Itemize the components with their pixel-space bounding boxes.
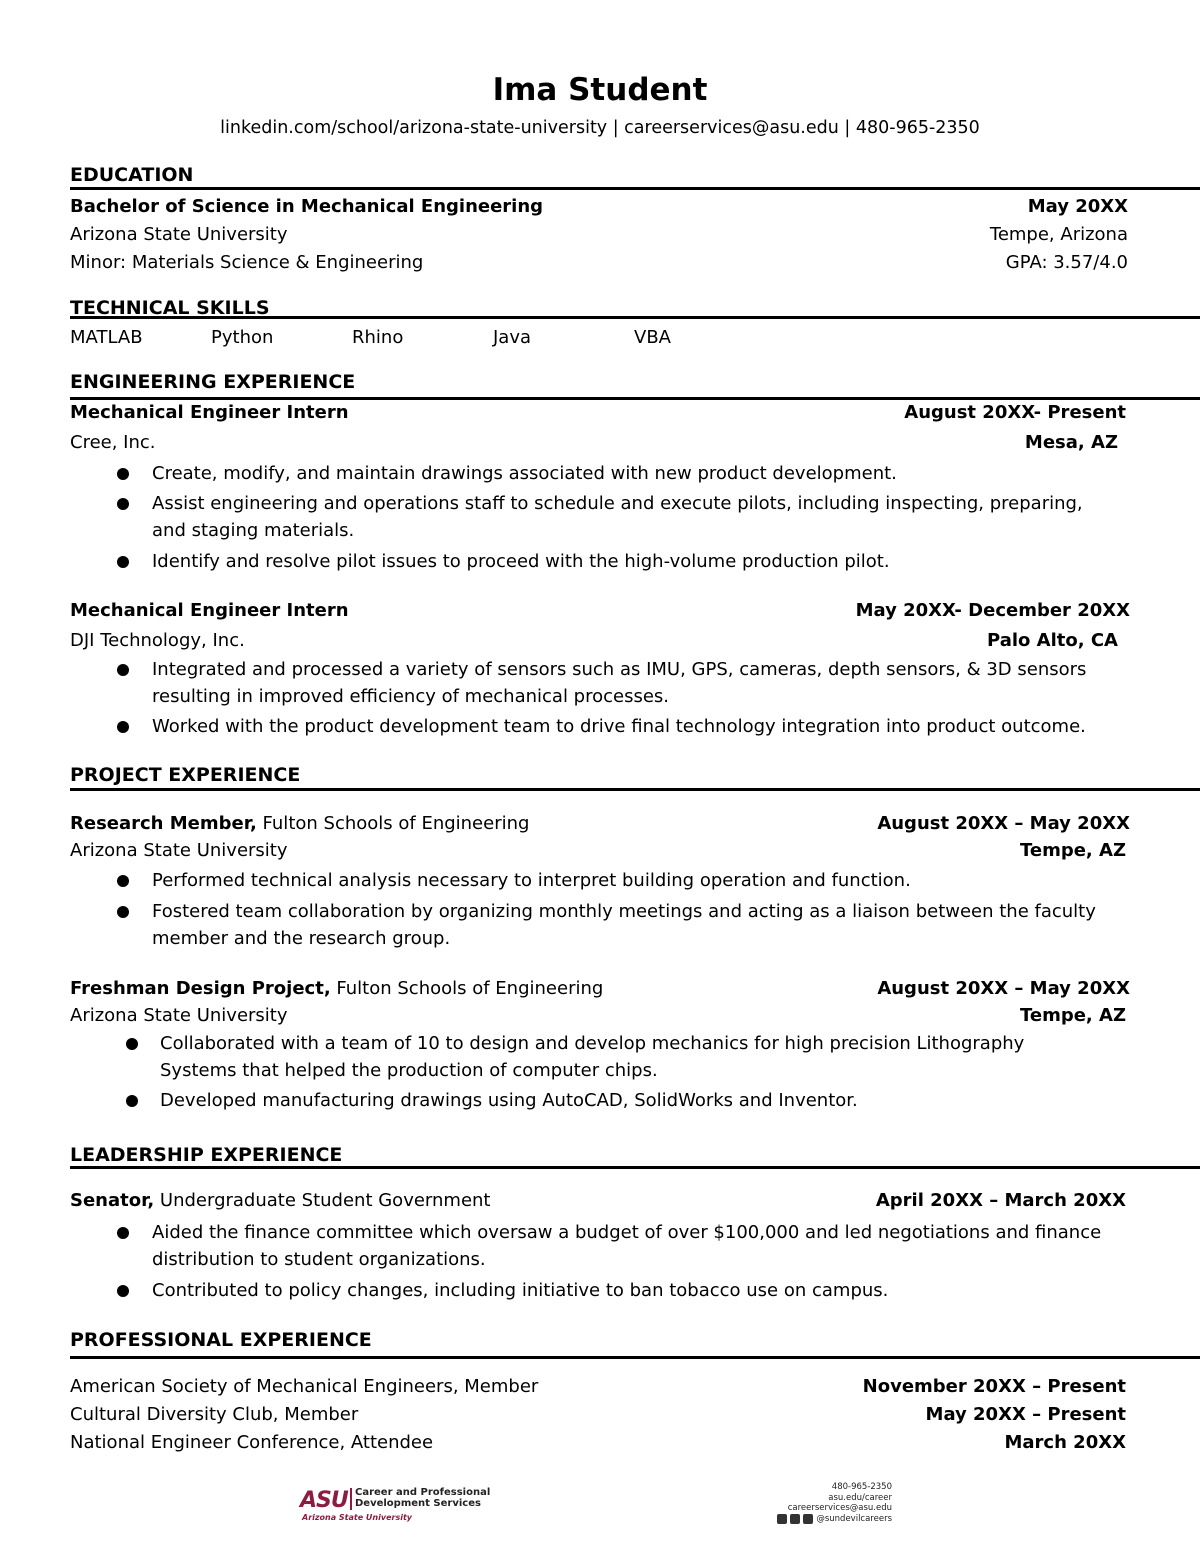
job-role: Mechanical Engineer Intern — [70, 402, 349, 423]
skills-divider — [70, 316, 1200, 319]
project-role: Freshman Design Project, — [70, 978, 331, 999]
skill-item: MATLAB — [70, 327, 143, 348]
project-school: Arizona State University — [70, 1005, 288, 1026]
asu-logo-mark: ASU — [300, 1488, 348, 1513]
logo-line-1: Career and Professional — [355, 1487, 491, 1498]
footer-contact — [777, 1482, 892, 1527]
bullet-icon — [126, 1038, 138, 1050]
bullet-icon — [126, 1095, 138, 1107]
project-title — [70, 813, 529, 834]
skill-item: VBA — [634, 327, 671, 348]
job-bullet: Integrated and processed a variety of sensors such as IMU, GPS, cameras, depth sensors, & 3D sensors resulting in improved efficiency of mechanical processes. — [152, 659, 1087, 707]
engineering-heading: ENGINEERING EXPERIENCE — [70, 371, 356, 393]
school-location: Tempe, Arizona — [989, 224, 1128, 245]
job-bullet: Assist engineering and operations staff to schedule and execute pilots, including inspecting, preparing, and staging materials. — [152, 493, 1083, 541]
bullet-icon — [117, 721, 129, 733]
contact-line: linkedin.com/school/arizona-state-university | careerservices@asu.edu | 480-965-2350 — [220, 118, 980, 138]
footer-phone: 480-965-2350 — [831, 1482, 892, 1492]
linkedin-icon — [777, 1514, 787, 1524]
project-school: Arizona State University — [70, 840, 288, 861]
membership-item: American Society of Mechanical Engineers, Member — [70, 1376, 539, 1397]
bullet-icon — [117, 556, 129, 568]
job-company: DJI Technology, Inc. — [70, 630, 245, 651]
degree: Bachelor of Science in Mechanical Engineering — [70, 196, 544, 217]
footer-social — [777, 1514, 892, 1525]
project-location: Tempe, AZ — [1019, 1005, 1126, 1026]
professional-divider — [70, 1356, 1200, 1359]
leadership-bullet: Contributed to policy changes, including initiative to ban tobacco use on campus. — [152, 1280, 889, 1301]
job-location: Mesa, AZ — [1024, 432, 1118, 453]
job-dates: August 20XX- Present — [904, 402, 1126, 423]
projects-divider — [70, 788, 1200, 791]
leadership-role: Senator, — [70, 1190, 155, 1211]
logo-divider — [350, 1488, 352, 1510]
project-bullet: Collaborated with a team of 10 to design and develop mechanics for high precision Lithography Systems that helped the production of computer chips. — [160, 1033, 1025, 1081]
membership-item: National Engineer Conference, Attendee — [70, 1432, 434, 1453]
project-dates: August 20XX – May 20XX — [877, 978, 1130, 999]
membership-dates: November 20XX – Present — [862, 1376, 1126, 1397]
bullet-icon — [117, 1285, 129, 1297]
asu-career-logo — [300, 1485, 520, 1530]
bullet-icon — [117, 468, 129, 480]
bullet-icon — [117, 664, 129, 676]
job-bullet: Worked with the product development team to drive final technology integration into product outcome. — [152, 716, 1086, 737]
job-company: Cree, Inc. — [70, 432, 156, 453]
education-heading: EDUCATION — [70, 164, 194, 186]
bullet-icon — [117, 1227, 129, 1239]
job-location: Palo Alto, CA — [987, 630, 1118, 651]
leadership-divider — [70, 1166, 1200, 1169]
logo-text — [355, 1487, 490, 1509]
bullet-icon — [117, 498, 129, 510]
project-org: Fulton Schools of Engineering — [256, 813, 530, 834]
logo-school: Arizona State University — [302, 1513, 412, 1522]
school-name: Arizona State University — [70, 224, 288, 245]
footer-url: asu.edu/career — [828, 1492, 892, 1503]
project-dates: August 20XX – May 20XX — [877, 813, 1130, 834]
bullet-icon — [117, 906, 129, 918]
membership-item: Cultural Diversity Club, Member — [70, 1404, 359, 1425]
skill-item: Rhino — [352, 327, 404, 348]
social-handle: @sundevilcareers — [816, 1513, 892, 1524]
candidate-name: Ima Student — [492, 72, 708, 108]
bullet-icon — [117, 875, 129, 887]
engineering-divider — [70, 397, 1200, 400]
project-role: Research Member, — [70, 813, 257, 834]
leadership-title — [70, 1190, 490, 1211]
skills-list — [70, 327, 775, 348]
job-dates: May 20XX- December 20XX — [855, 600, 1130, 621]
leadership-org: Undergraduate Student Government — [154, 1190, 491, 1211]
project-bullet: Developed manufacturing drawings using AutoCAD, SolidWorks and Inventor. — [160, 1090, 858, 1111]
minor: Minor: Materials Science & Engineering — [70, 252, 424, 273]
project-bullet: Performed technical analysis necessary to interpret building operation and function. — [152, 870, 911, 891]
twitter-icon — [790, 1514, 800, 1524]
project-bullet: Fostered team collaboration by organizing monthly meetings and acting as a liaison between the faculty member and the research group. — [152, 901, 1096, 949]
leadership-dates: April 20XX – March 20XX — [875, 1190, 1126, 1211]
project-org: Fulton Schools of Engineering — [330, 978, 604, 999]
project-location: Tempe, AZ — [1019, 840, 1126, 861]
membership-dates: May 20XX – Present — [925, 1404, 1126, 1425]
footer-email: careerservices@asu.edu — [787, 1503, 892, 1513]
education-divider — [70, 187, 1200, 190]
skills-heading: TECHNICAL SKILLS — [70, 297, 270, 319]
logo-line-2: Development Services — [355, 1498, 481, 1509]
leadership-bullet: Aided the finance committee which oversaw a budget of over $100,000 and led negotiations and finance distribution to student organizations. — [152, 1222, 1102, 1270]
skill-item: Python — [211, 327, 274, 348]
job-bullet: Identify and resolve pilot issues to proceed with the high-volume production pilot. — [152, 551, 890, 572]
project-title — [70, 978, 603, 999]
job-bullet: Create, modify, and maintain drawings associated with new product development. — [152, 463, 897, 484]
projects-heading: PROJECT EXPERIENCE — [70, 764, 301, 786]
leadership-heading: LEADERSHIP EXPERIENCE — [70, 1144, 343, 1166]
professional-heading: PROFESSIONAL EXPERIENCE — [70, 1329, 372, 1351]
facebook-icon — [803, 1514, 813, 1524]
job-role: Mechanical Engineer Intern — [70, 600, 349, 621]
skill-item: Java — [493, 327, 532, 348]
gpa: GPA: 3.57/4.0 — [1005, 252, 1128, 273]
graduation-date: May 20XX — [1027, 196, 1128, 217]
membership-dates: March 20XX — [1004, 1432, 1126, 1453]
